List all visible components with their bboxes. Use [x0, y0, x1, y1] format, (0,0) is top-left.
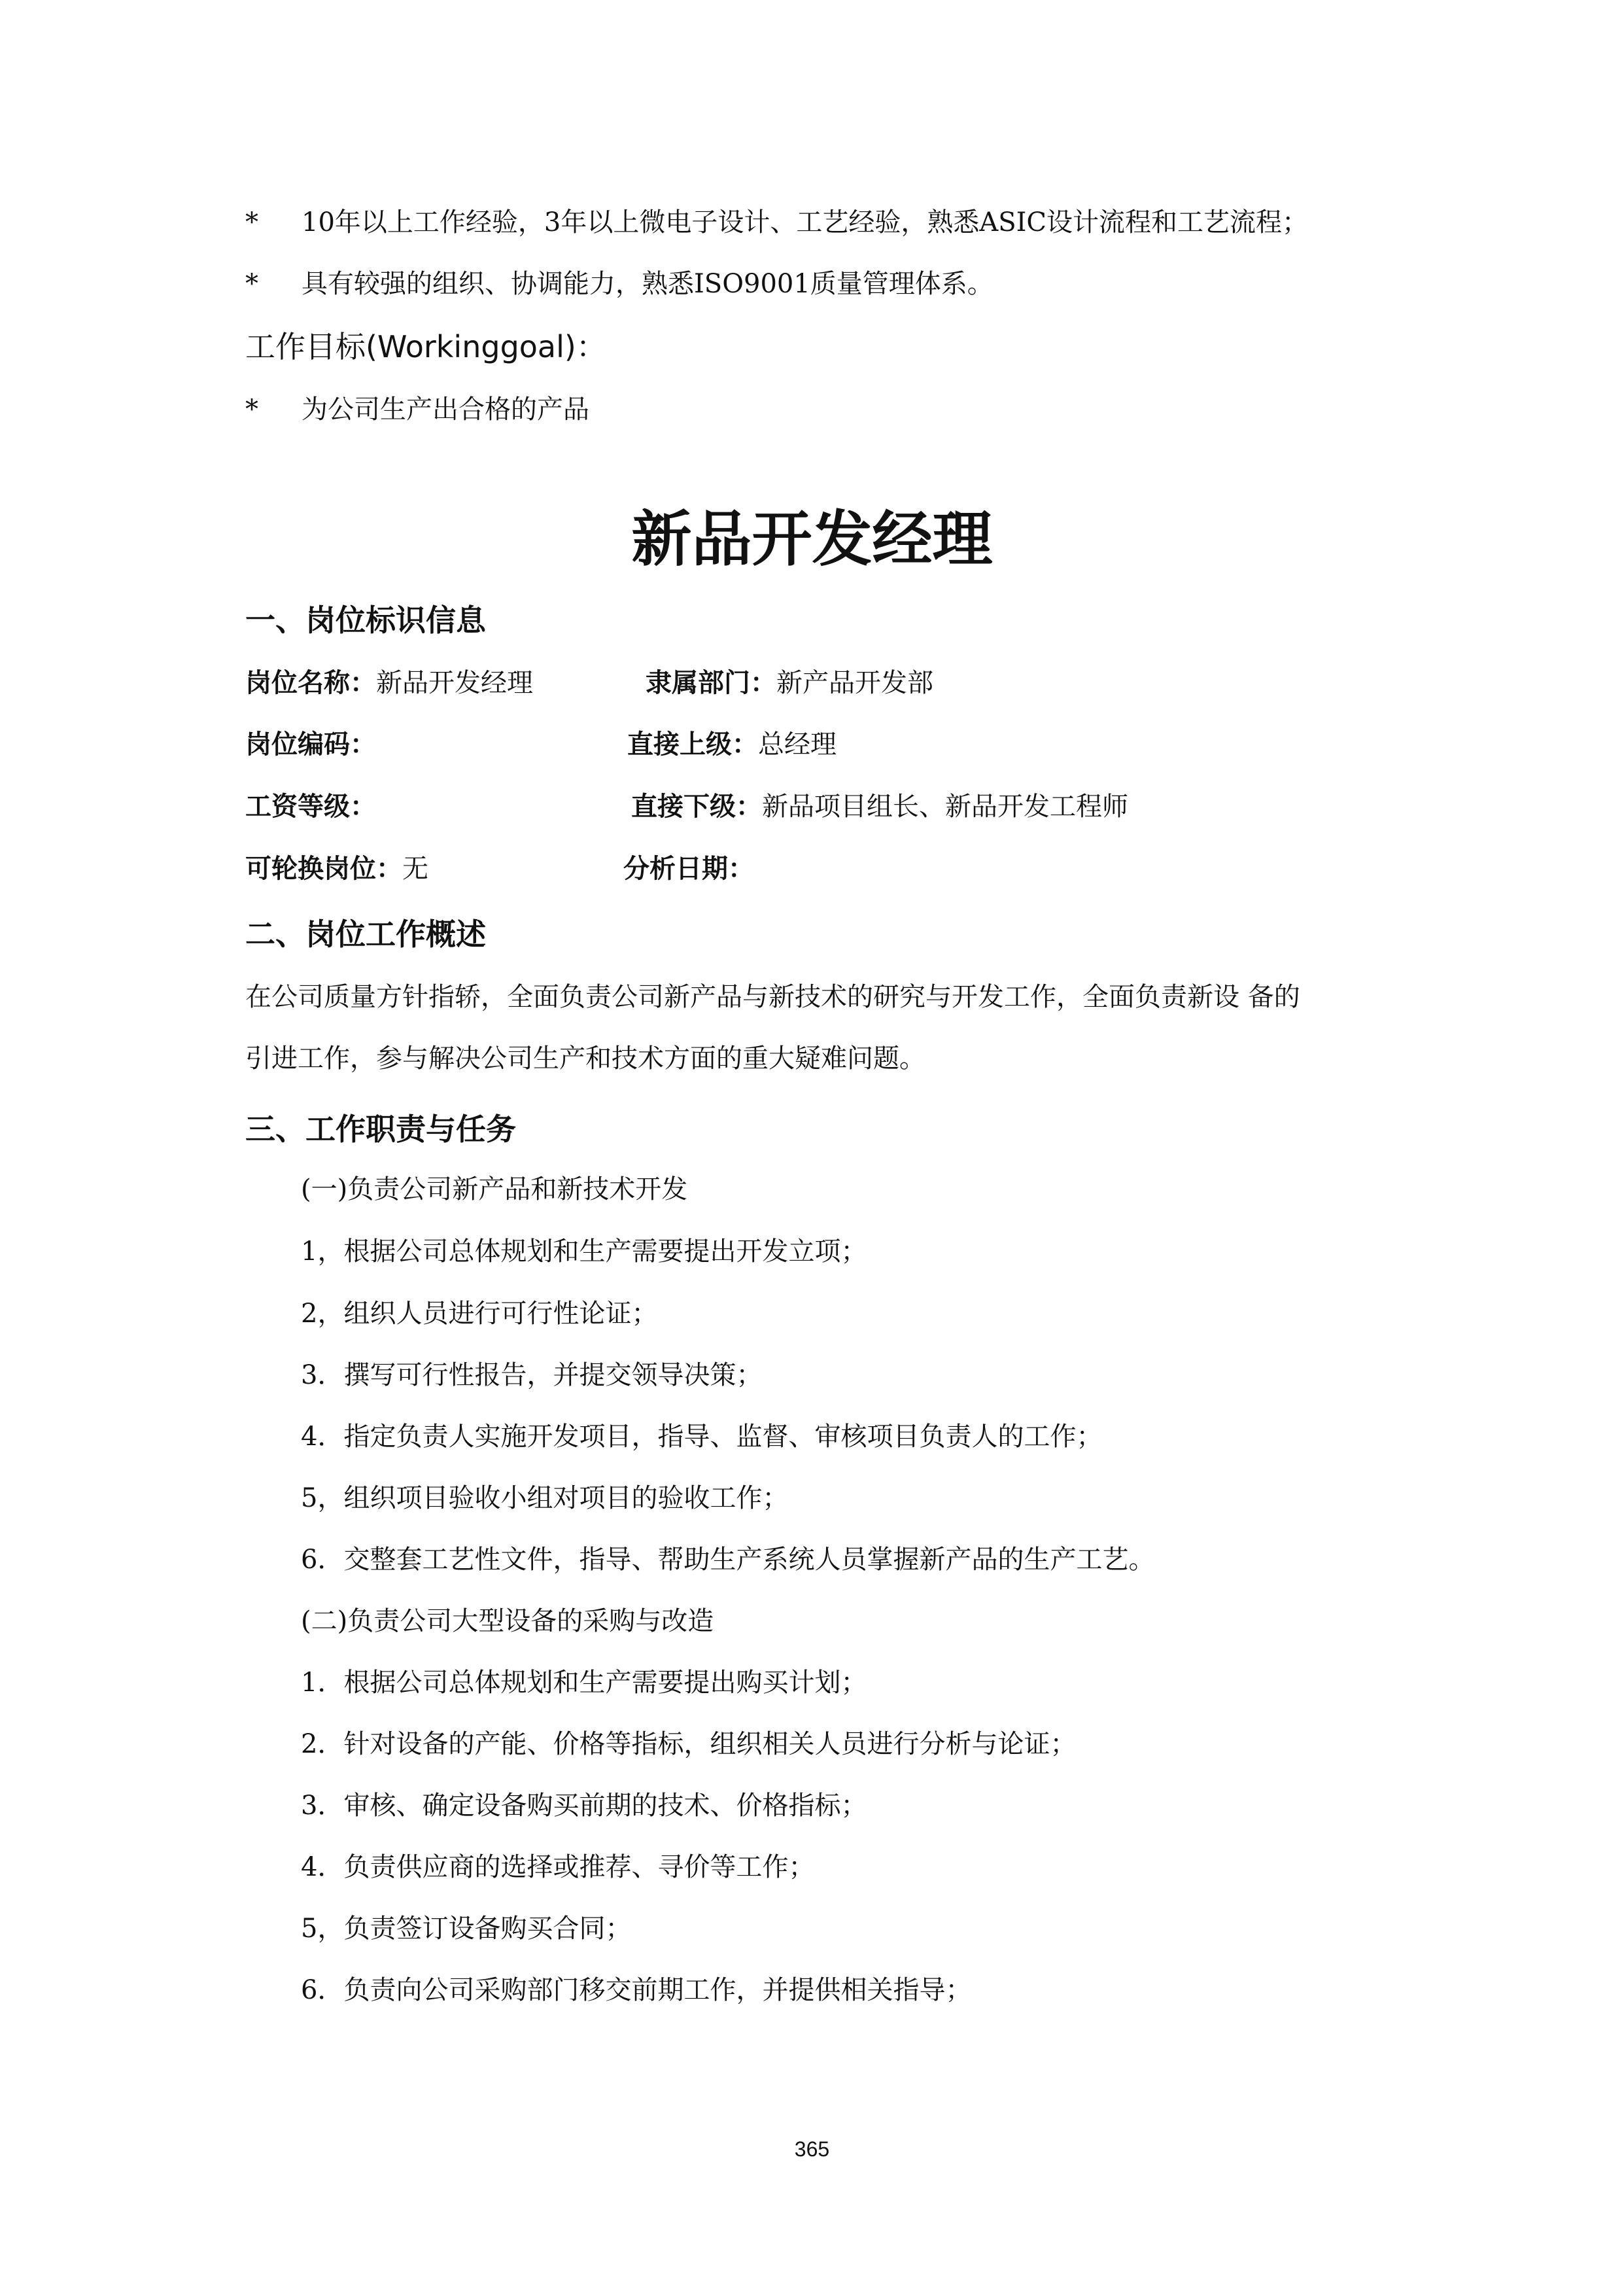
bullet-marker: * — [245, 207, 258, 237]
duty-item: 4．指定负责人实施开发项目，指导、监督、审核项目负责人的工作； — [301, 1422, 1103, 1452]
page-number: 365 — [794, 2137, 830, 2161]
info-label: 工资等级： — [245, 792, 376, 822]
bullet-marker: * — [245, 394, 258, 425]
info-label: 直接下级： — [631, 792, 762, 822]
duty-item: 6．负责向公司采购部门移交前期工作，并提供相关指导； — [301, 1975, 972, 2005]
duty-item: 4．负责供应商的选择或推荐、寻价等工作； — [301, 1852, 815, 1882]
info-right — [623, 850, 754, 887]
duty-item: 2，组织人员进行可行性论证； — [301, 1299, 658, 1329]
info-left — [245, 726, 376, 763]
duty-item: 6．交整套工艺性文件，指导、帮助生产系统人员掌握新产品的生产工艺。 — [301, 1545, 1155, 1575]
duty-item: 1．根据公司总体规划和生产需要提出购买计划； — [301, 1668, 867, 1698]
info-value: 新品项目组长、新品开发工程师 — [762, 792, 1128, 822]
info-label: 可轮换岗位： — [245, 854, 402, 884]
info-label: 分析日期： — [623, 854, 754, 884]
bullet-text: 具有较强的组织、协调能力，熟悉ISO9001质量管理体系。 — [302, 269, 993, 299]
bullet-goal — [245, 391, 589, 428]
info-row — [245, 726, 1357, 763]
info-left — [245, 850, 428, 887]
info-label: 岗位编码： — [245, 729, 376, 760]
info-right — [631, 788, 1128, 825]
info-right — [627, 726, 837, 763]
duty-item: 2．针对设备的产能、价格等指标，组织相关人员进行分析与论证； — [301, 1729, 1077, 1759]
info-value: 新产品开发部 — [776, 668, 933, 698]
info-row — [245, 850, 1357, 887]
page-title: 新品开发经理 — [631, 504, 993, 574]
duty-item: 3．审核、确定设备购买前期的技术、价格指标； — [301, 1791, 867, 1821]
info-label: 直接上级： — [627, 729, 758, 760]
duty-subheading: (一)负责公司新产品和新技术开发 — [301, 1174, 688, 1204]
info-label: 隶属部门： — [646, 668, 776, 698]
overview-line: 在公司质量方针指轿，全面负责公司新产品与新技术的研究与开发工作，全面负责新设 备的 — [245, 982, 1300, 1012]
section-heading-overview: 二、岗位工作概述 — [245, 917, 486, 952]
bullet-skills — [245, 266, 993, 302]
info-left — [245, 788, 376, 825]
goal-heading: 工作目标(Workinggoal)： — [245, 329, 606, 364]
info-right — [646, 665, 933, 701]
info-row — [245, 788, 1357, 825]
bullet-text: 10年以上工作经验，3年以上微电子设计、工艺经验，熟悉ASIC设计流程和工艺流程； — [302, 207, 1309, 237]
info-value: 总经理 — [758, 729, 837, 760]
bullet-marker: * — [245, 269, 258, 299]
duty-item: 5，负责签订设备购买合同； — [301, 1914, 632, 1944]
overview-line: 引进工作，参与解决公司生产和技术方面的重大疑难问题。 — [245, 1043, 925, 1074]
bullet-experience — [245, 204, 1308, 241]
duty-item: 3．撰写可行性报告，并提交领导决策； — [301, 1360, 763, 1390]
info-value: 新品开发经理 — [376, 668, 533, 698]
duty-subheading: (二)负责公司大型设备的采购与改造 — [301, 1606, 714, 1636]
info-value: 无 — [402, 854, 428, 884]
section-heading-duties: 三、工作职责与任务 — [245, 1112, 516, 1147]
info-left — [245, 665, 533, 701]
duty-item: 5，组织项目验收小组对项目的验收工作； — [301, 1483, 789, 1513]
section-heading-identification: 一、岗位标识信息 — [245, 603, 486, 638]
bullet-text: 为公司生产出合格的产品 — [302, 394, 589, 425]
duty-item: 1，根据公司总体规划和生产需要提出开发立项； — [301, 1236, 867, 1267]
info-row — [245, 665, 1357, 701]
info-label: 岗位名称： — [245, 668, 376, 698]
